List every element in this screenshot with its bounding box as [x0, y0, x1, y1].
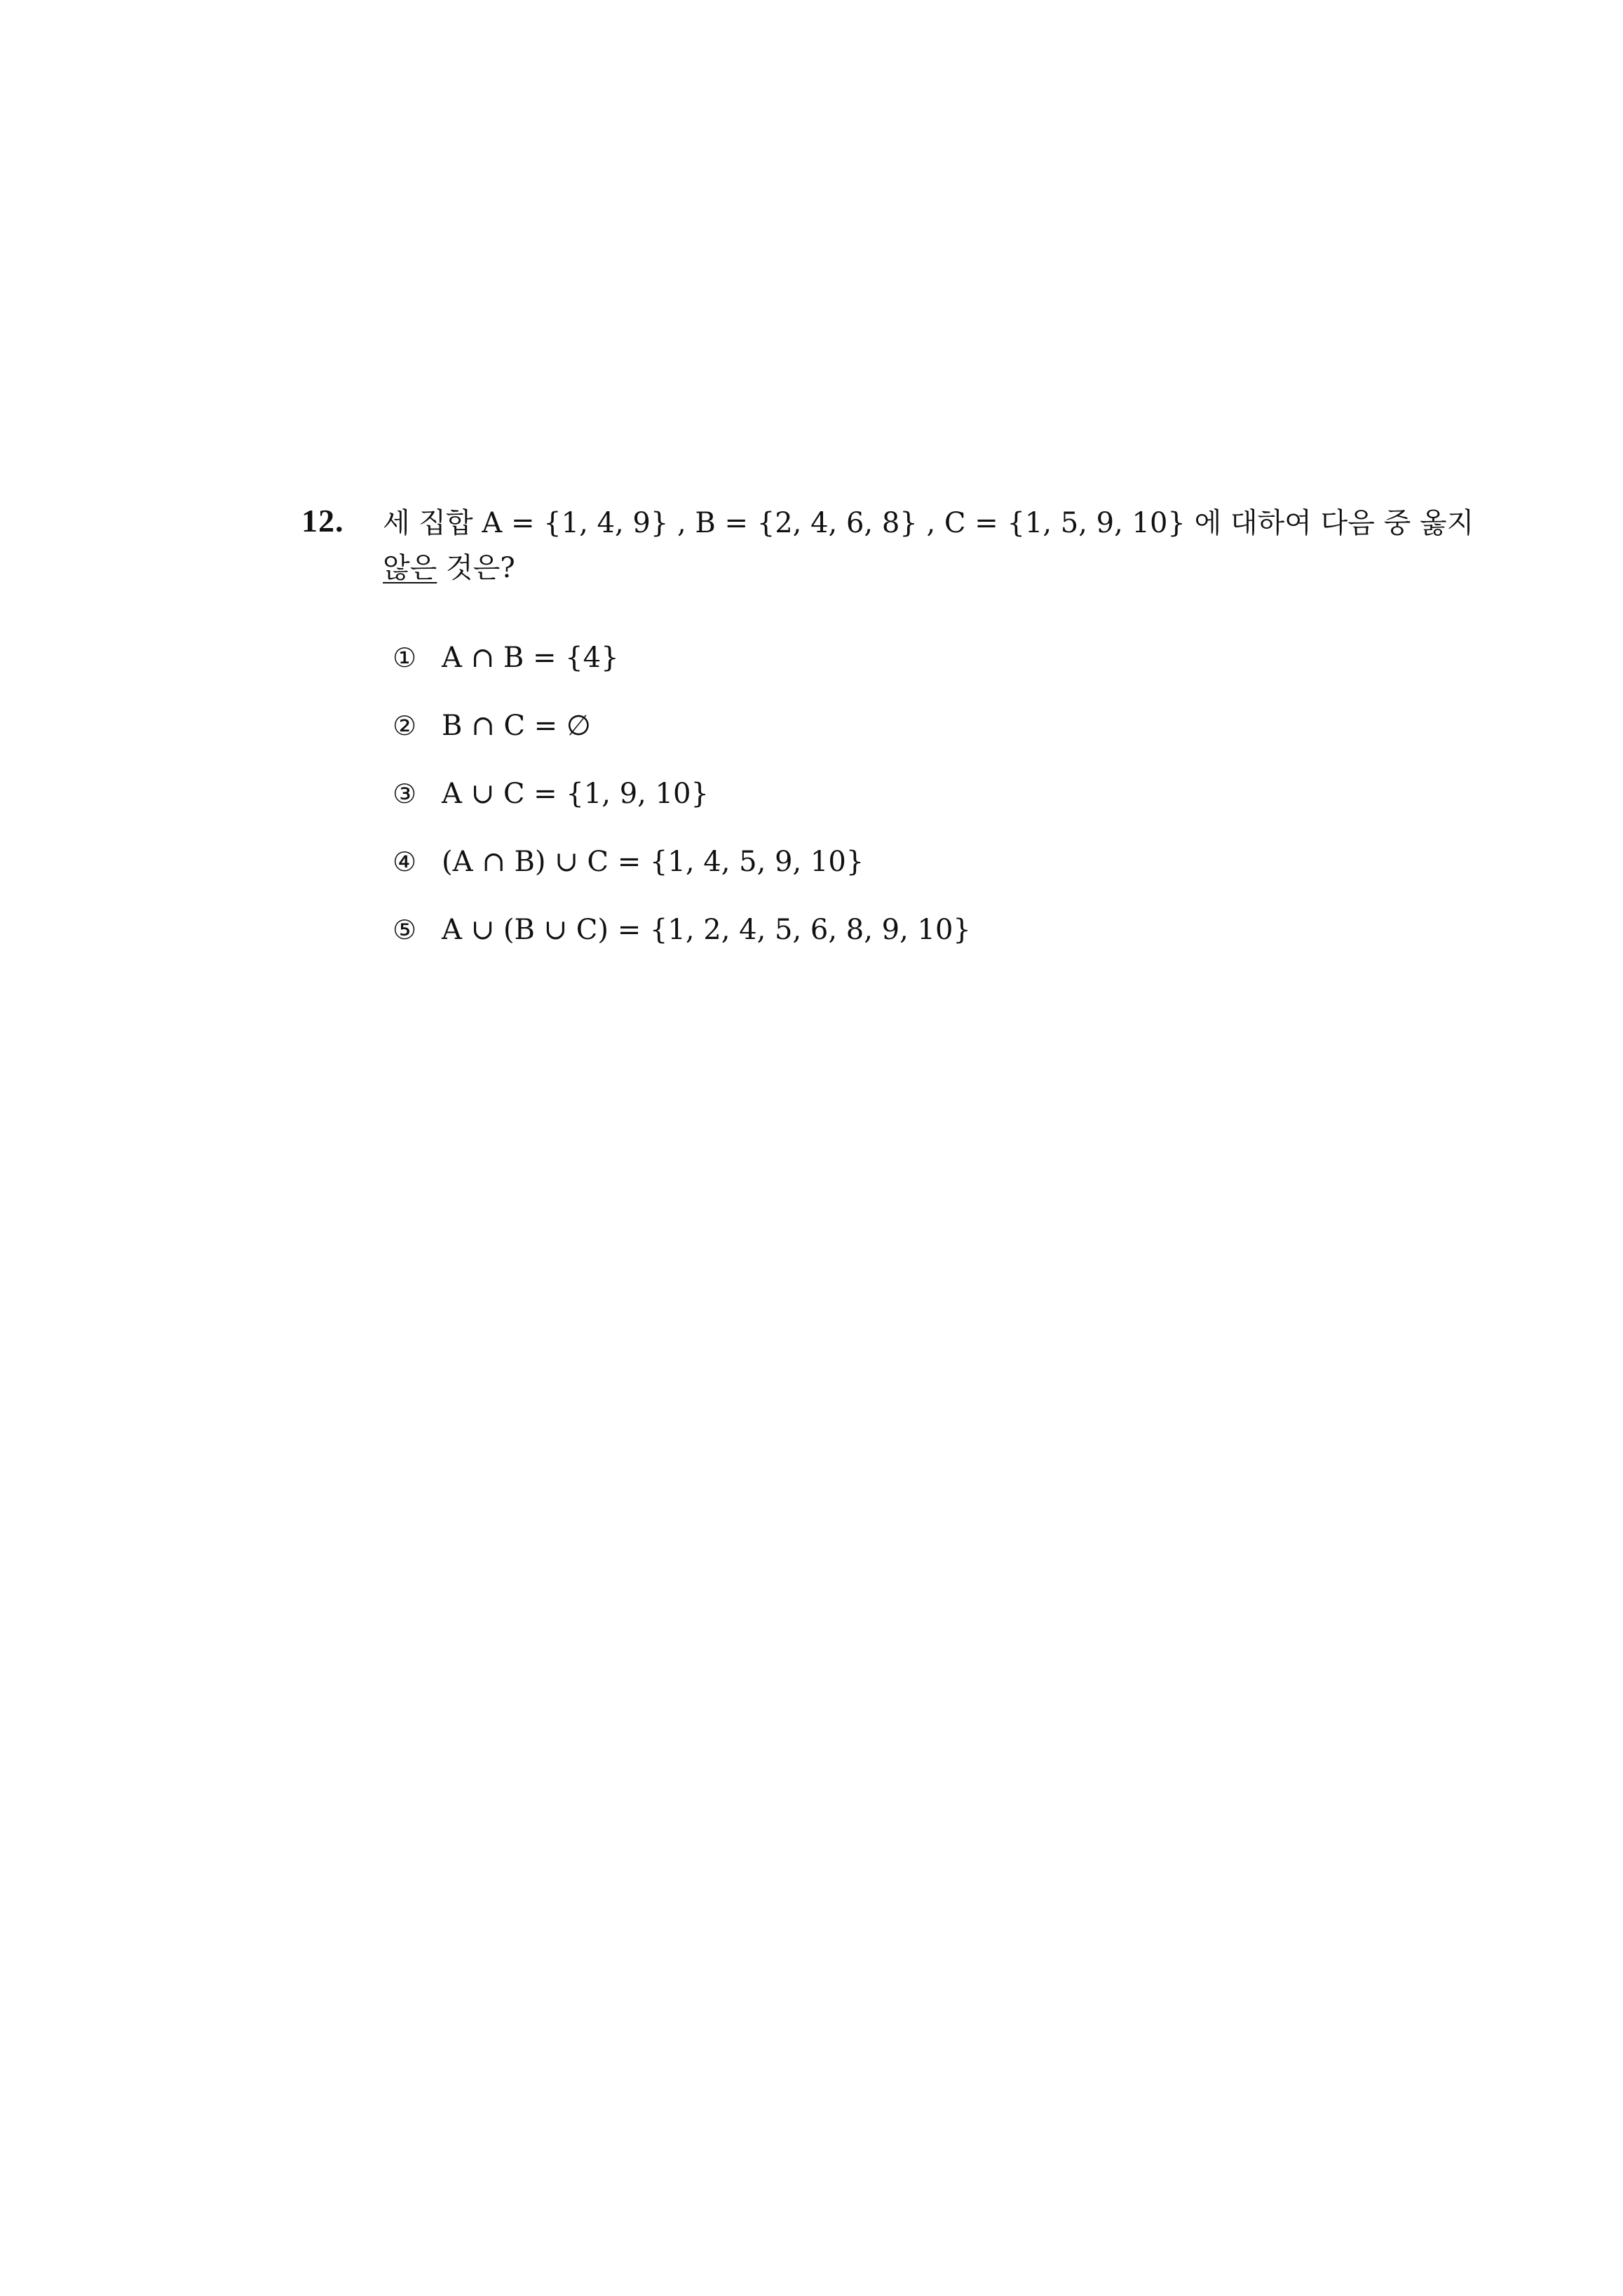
answer-choices: [393, 638, 1234, 978]
question-line-2-rest: 것은?: [437, 552, 515, 584]
choice-marker: ③: [393, 778, 417, 809]
question-number: 12.: [301, 503, 344, 539]
choice-marker: ⑤: [393, 914, 417, 945]
choice-2[interactable]: [393, 706, 1234, 774]
choice-marker: ④: [393, 846, 417, 877]
question-line-1: 세 집합 A = {1, 4, 9} , B = {2, 4, 6, 8} , C = {1, 5, 9, 10} 에 대하여 다음 중 옳지: [383, 507, 1474, 539]
choice-expression: A ∩ B = {4}: [442, 642, 619, 674]
choice-marker: ①: [393, 642, 417, 673]
choice-marker: ②: [393, 710, 417, 741]
choice-5[interactable]: [393, 910, 1234, 978]
choice-4[interactable]: [393, 842, 1234, 910]
choice-expression: (A ∩ B) ∪ C = {1, 4, 5, 9, 10}: [442, 846, 864, 878]
choice-1[interactable]: [393, 638, 1234, 706]
choice-expression: B ∩ C = ∅: [442, 710, 591, 742]
choice-expression: A ∪ (B ∪ C) = {1, 2, 4, 5, 6, 8, 9, 10}: [442, 914, 971, 946]
question-text: [383, 501, 1474, 590]
question-line-2: [383, 546, 1336, 590]
choice-expression: A ∪ C = {1, 9, 10}: [442, 778, 709, 810]
question-negation-underlined: 않은: [383, 552, 437, 584]
choice-3[interactable]: [393, 774, 1234, 842]
